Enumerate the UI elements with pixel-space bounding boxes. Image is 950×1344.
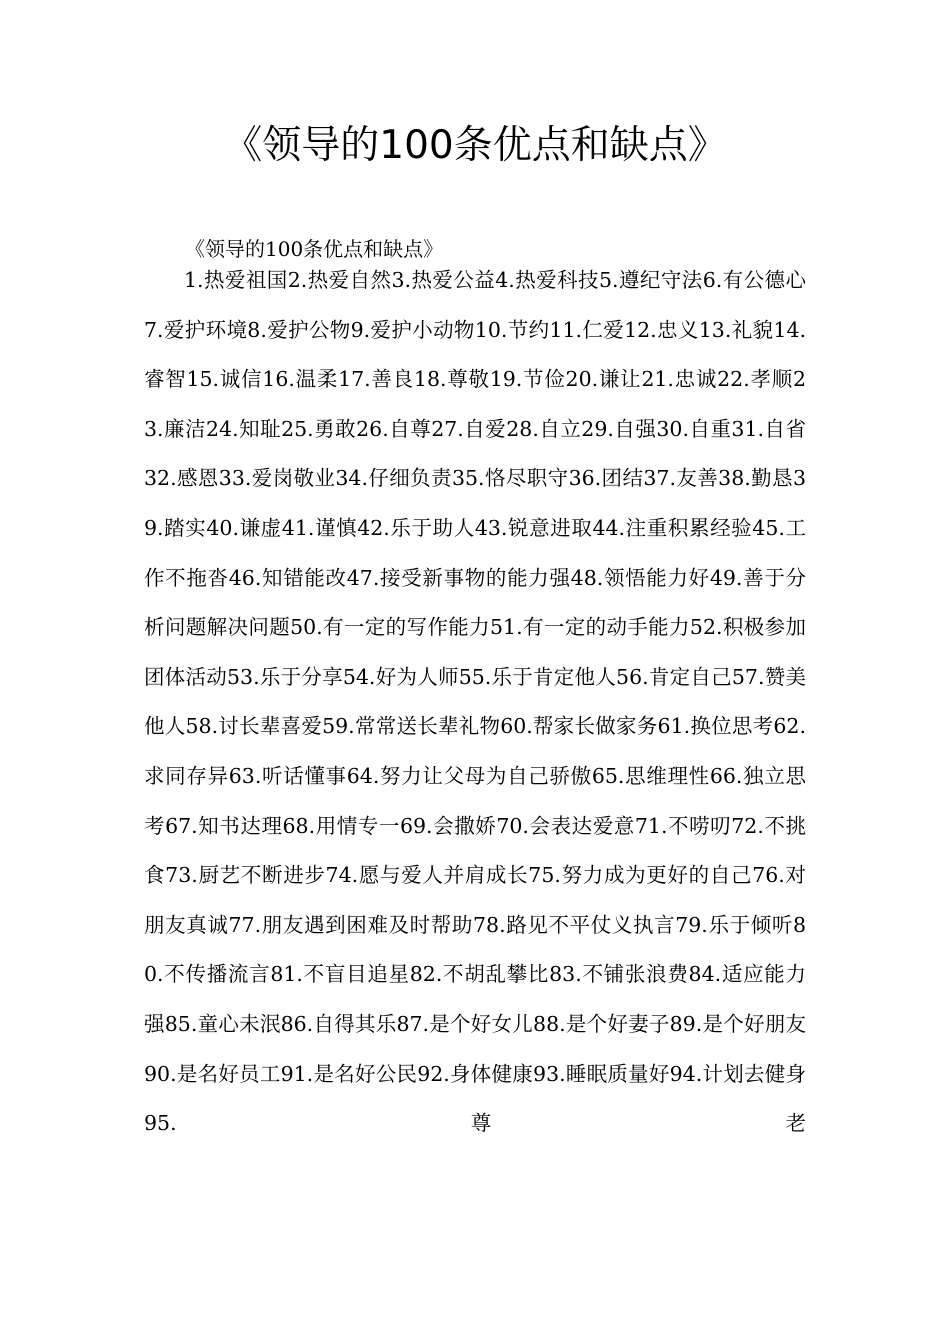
document-subtitle: 《领导的100条优点和缺点》: [185, 237, 444, 261]
document-body-paragraph: 1.热爱祖国2.热爱自然3.热爱公益4.热爱科技5.遵纪守法6.有公德心7.爱护环境8.爱护公物9.爱护小动物10.节约11.仁爱12.忠义13.礼貌14.睿智15.诚信16.温柔17.善良18.尊敬19.节俭20.谦让21.忠诚22.孝顺23.廉洁24.知耻25.勇敢26.自尊27.自爱28.自立29.自强30.自重31.自省32.感恩33.爱岗敬业34.仔细负责35.恪尽职守36.团结37.友善38.勤恳39.踏实40.谦虚41.谨慎42.乐于助人43.锐意进取44.注重积累经验45.工作不拖沓46.知错能改47.接受新事物的能力强48.领悟能力好49.善于分析问题解决问题50.有一定的写作能力51.有一定的动手能力52.积极参加团体活动53.乐于分享54.好为人师55.乐于肯定他人56.肯定自己57.赞美他人58.讨长辈喜爱59.常常送长辈礼物60.帮家长做家务61.换位思考62.求同存异63.听话懂事64.努力让父母为自己骄傲65.思维理性66.独立思考67.知书达理68.用情专一69.会撒娇70.会表达爱意71.不唠叨72.不挑食73.厨艺不断进步74.愿与爱人并肩成长75.努力成为更好的自己76.对朋友真诚77.朋友遇到困难及时帮助78.路见不平仗义执言79.乐于倾听80.不传播流言81.不盲目追星82.不胡乱攀比83.不铺张浪费84.适应能力强85.童心未泯86.自得其乐87.是个好女儿88.是个好妻子89.是个好朋友90.是名好员工91.是名好公民92.身体健康93.睡眠质量好94.计划去健身95.尊老: [144, 268, 806, 1136]
document-title: 《领导的100条优点和缺点》: [223, 123, 727, 168]
